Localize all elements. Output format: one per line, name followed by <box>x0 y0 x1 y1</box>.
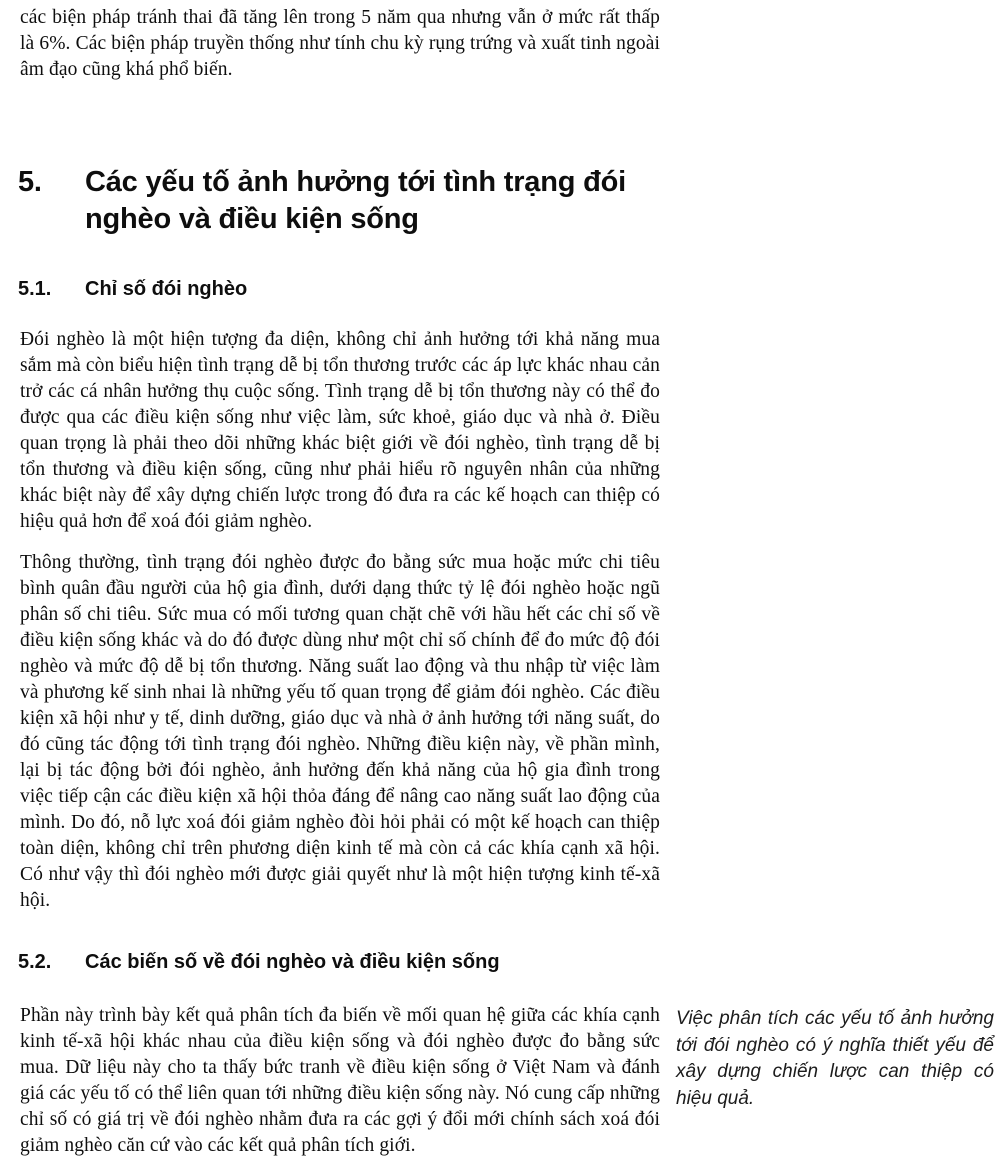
section-5-2-heading <box>18 950 663 974</box>
section-5-number: 5. <box>18 166 42 198</box>
section-5-1-paragraph-2: Thông thường, tình trạng đói nghèo được đo bằng sức mua hoặc mức chi tiêu bình quân đầu người của hộ gia đình, dưới dạng thức tỷ lệ đói nghèo hoặc ngũ phân số chi tiêu. Sức mua có mối tương quan chặt chẽ với hầu hết các chỉ số về điều kiện sống khác và do đó được dùng như một chỉ số chính để đo mức độ đói nghèo và mức độ dễ bị tổn thương. Năng suất lao động và thu nhập từ việc làm và phương kế sinh nhai là những yếu tố quan trọng để giảm đói nghèo. Các điều kiện xã hội như y tế, dinh dưỡng, giáo dục và nhà ở ảnh hưởng tới năng suất, do đó cũng tác động tới tình trạng đói nghèo. Những điều kiện này, về phần mình, lại bị tác động bởi đói nghèo, ảnh hưởng đến khả năng của hộ gia đình trong việc tiếp cận các điều kiện xã hội thỏa đáng để nâng cao năng suất lao động của mình. Do đó, nỗ lực xoá đói giảm nghèo đòi hỏi phải có một kế hoạch can thiệp toàn diện, không chỉ trên phương diện kinh tế mà còn cả các khía cạnh xã hội. Có như vậy thì đói nghèo mới được giải quyết như là một hiện tượng kinh tế-xã hội. <box>20 552 660 911</box>
section-5-title: Các yếu tố ảnh hưởng tới tình trạng đói nghèo và điều kiện sống <box>85 166 626 235</box>
section-5-1-title: Chỉ số đói nghèo <box>85 278 248 300</box>
section-5-2-paragraph-1: Phần này trình bày kết quả phân tích đa biến về mối quan hệ giữa các khía cạnh kinh tế-xã hội khác nhau của điều kiện sống và đói nghèo được đo bằng sức mua. Dữ liệu này cho ta thấy bức tranh về điều kiện sống ở Việt Nam và đánh giá các yếu tố có thể liên quan tới những điều kiện sống này. Nó cung cấp những chỉ số có giá trị về đói nghèo nhằm đưa ra các gợi ý đổi mới chính sách xoá đói giảm nghèo căn cứ vào các kết quả phân tích giới. <box>20 1005 660 1156</box>
section-5-2-title: Các biến số về đói nghèo và điều kiện sống <box>85 951 500 973</box>
section-5-2-number: 5.2. <box>18 951 52 973</box>
section-5-1-paragraph-1: Đói nghèo là một hiện tượng đa diện, không chỉ ảnh hưởng tới khả năng mua sắm mà còn biểu hiện tình trạng dễ bị tổn thương trước các áp lực khác nhau cản trở các cá nhân hưởng thụ cuộc sống. Tình trạng dễ bị tổn thương này có thể đo được qua các điều kiện sống như việc làm, sức khoẻ, giáo dục và nhà ở. Điều quan trọng là phải theo dõi những khác biệt giới về đói nghèo, tình trạng dễ bị tổn thương và điều kiện sống, cũng như phải hiểu rõ nguyên nhân của những khác biệt này để xây dựng chiến lược trong đó đưa ra các kế hoạch can thiệp có hiệu quả hơn để xoá đói giảm nghèo. <box>20 329 660 532</box>
section-5-heading <box>18 164 663 238</box>
section-5-1-heading <box>18 277 663 301</box>
margin-note: Việc phân tích các yếu tố ảnh hưởng tới đói nghèo có ý nghĩa thiết yếu để xây dựng chiến lược can thiệp có hiệu quả. <box>676 1008 994 1109</box>
intro-paragraph: các biện pháp tránh thai đã tăng lên trong 5 năm qua nhưng vẫn ở mức rất thấp là 6%. Các biện pháp truyền thống như tính chu kỳ rụng trứng và xuất tinh ngoài âm đạo cũng khá phổ biến. <box>20 7 660 80</box>
section-5-1-number: 5.1. <box>18 278 52 300</box>
